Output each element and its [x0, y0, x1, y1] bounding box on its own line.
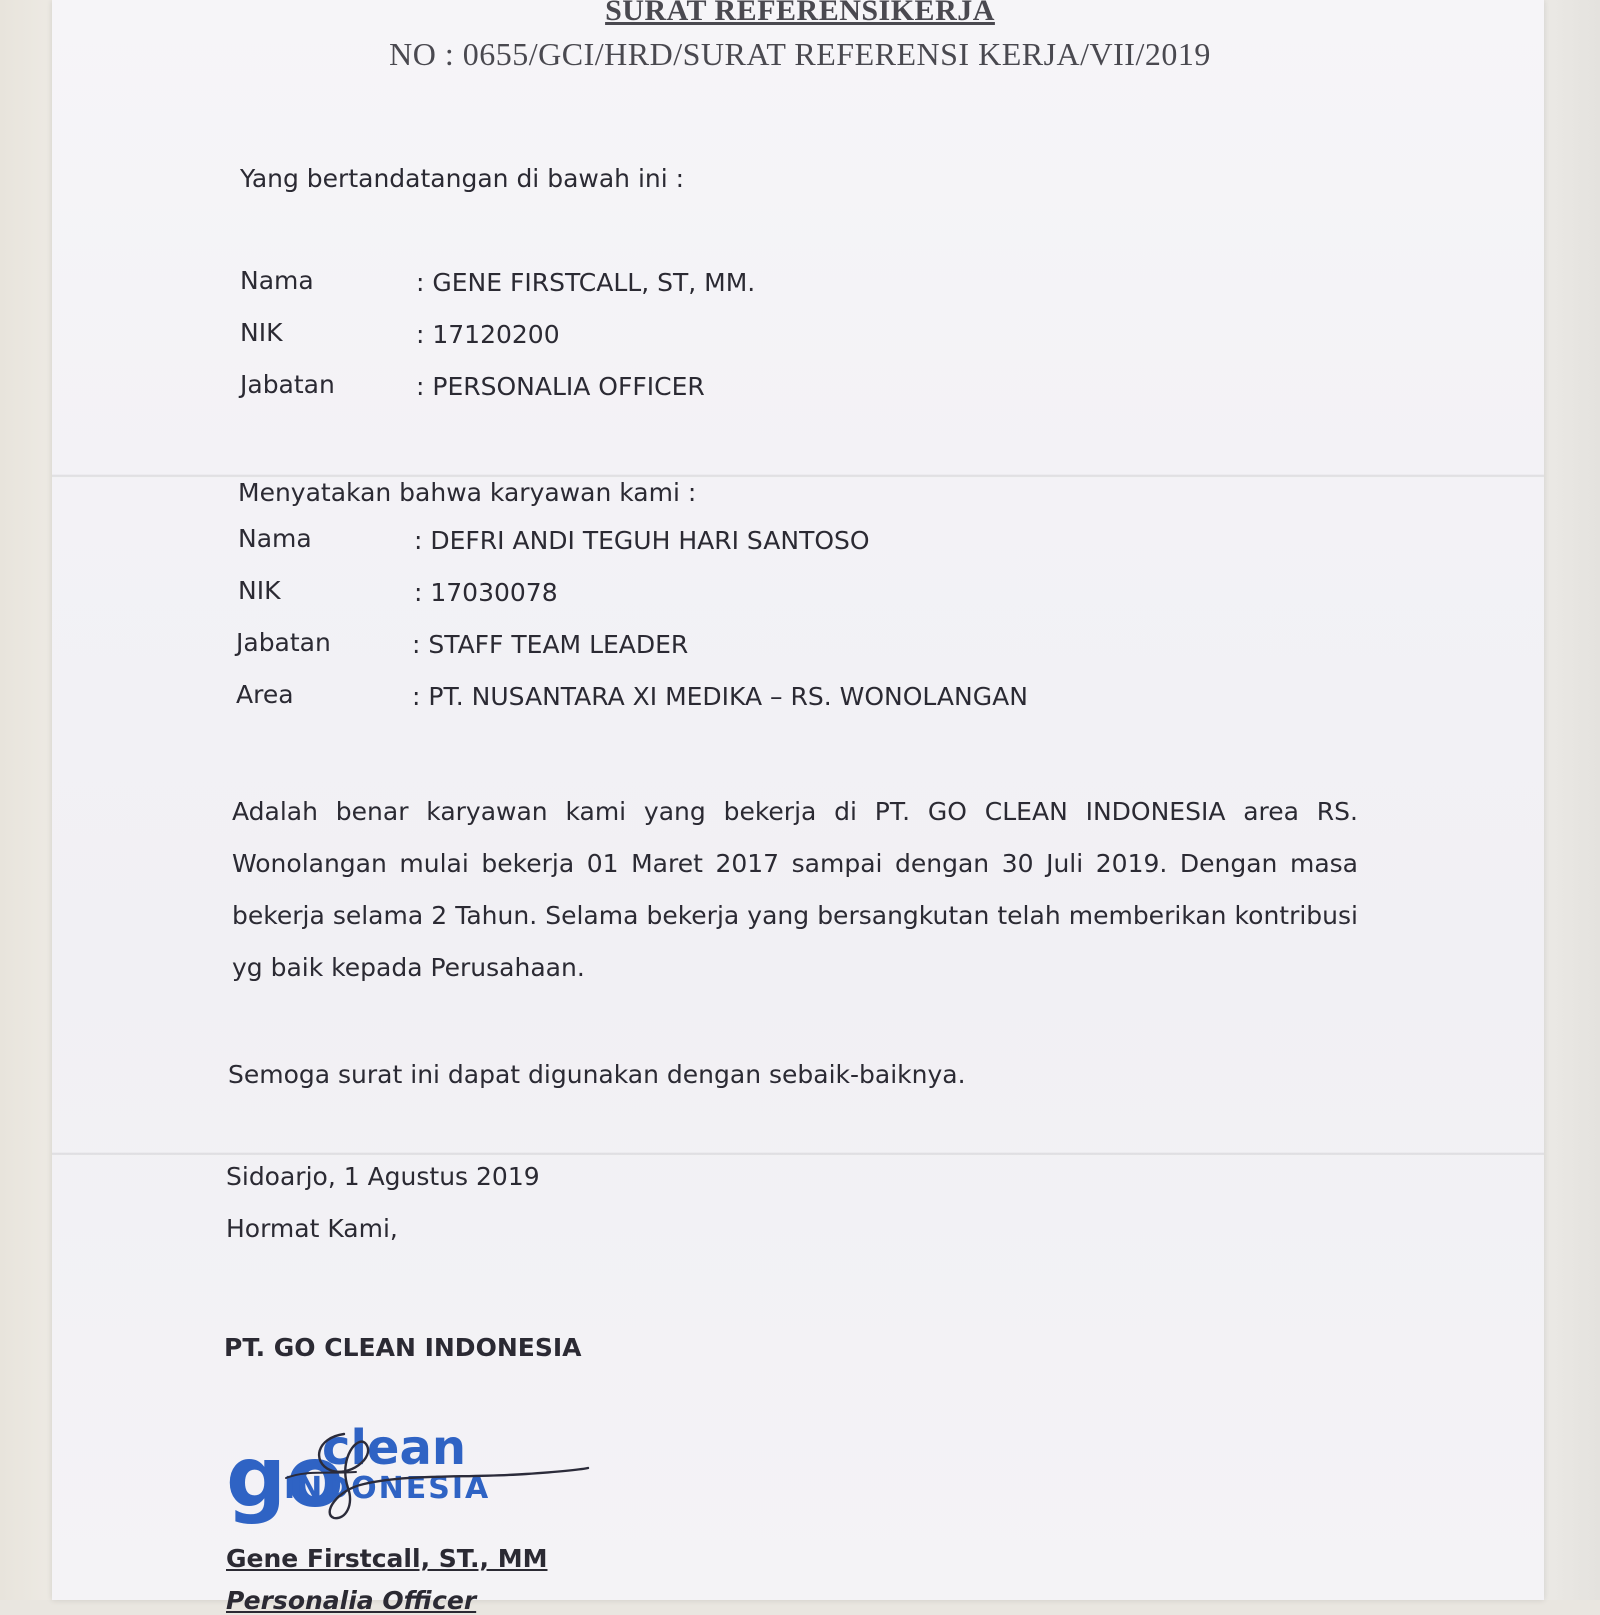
employee-area-label: Area [236, 680, 294, 709]
intro-text: Yang bertandatangan di bawah ini : [240, 164, 685, 193]
statement-text: Menyatakan bahwa karyawan kami : [238, 478, 697, 507]
employee-area-value: : PT. NUSANTARA XI MEDIKA – RS. WONOLANGAN [412, 682, 1028, 711]
signatory-position-label: Jabatan [240, 370, 335, 399]
company-name: PT. GO CLEAN INDONESIA [224, 1333, 582, 1362]
employee-nik-value: : 17030078 [414, 578, 558, 607]
paper-fold-crease [52, 1152, 1544, 1156]
closing-text: Semoga surat ini dapat digunakan dengan sebaik-baiknya. [228, 1060, 966, 1089]
company-logo [226, 1418, 606, 1528]
letter-number: NO : 0655/GCI/HRD/SURAT REFERENSI KERJA/VII/2019 [389, 36, 1211, 72]
body-paragraph: Adalah benar karyawan kami yang bekerja di PT. GO CLEAN INDONESIA area RS. Wonolangan mulai bekerja 01 Maret 2017 sampai dengan 30 Juli 2019. Dengan masa bekerja selama 2 Tahun. Selama bekerja yang bersangkutan telah memberikan kontribusi yg baik kepada Perusahaan. [232, 797, 1358, 982]
employee-name-value: : DEFRI ANDI TEGUH HARI SANTOSO [414, 526, 870, 555]
place-date: Sidoarjo, 1 Agustus 2019 [226, 1162, 540, 1191]
employee-position-label: Jabatan [236, 628, 331, 657]
signatory-position-value: : PERSONALIA OFFICER [416, 372, 705, 401]
signatory-name-value: : GENE FIRSTCALL, ST, MM. [416, 268, 756, 297]
logo-word-indonesia: INDONESIA [284, 1471, 491, 1506]
employee-name-label: Nama [238, 524, 312, 553]
letter-title: SURAT REFERENSIKERJA [605, 0, 995, 27]
signer-title: Personalia Officer [226, 1586, 477, 1615]
signatory-nik-label: NIK [240, 318, 283, 347]
signer-name: Gene Firstcall, ST., MM [226, 1544, 548, 1573]
signatory-nik-value: : 17120200 [416, 320, 560, 349]
signatory-name-label: Nama [240, 266, 314, 295]
employee-position-value: : STAFF TEAM LEADER [412, 630, 689, 659]
regards-text: Hormat Kami, [226, 1214, 398, 1243]
employee-nik-label: NIK [238, 576, 281, 605]
logo-word-go: go [226, 1428, 344, 1526]
logo-word-clean: clean [322, 1420, 467, 1476]
